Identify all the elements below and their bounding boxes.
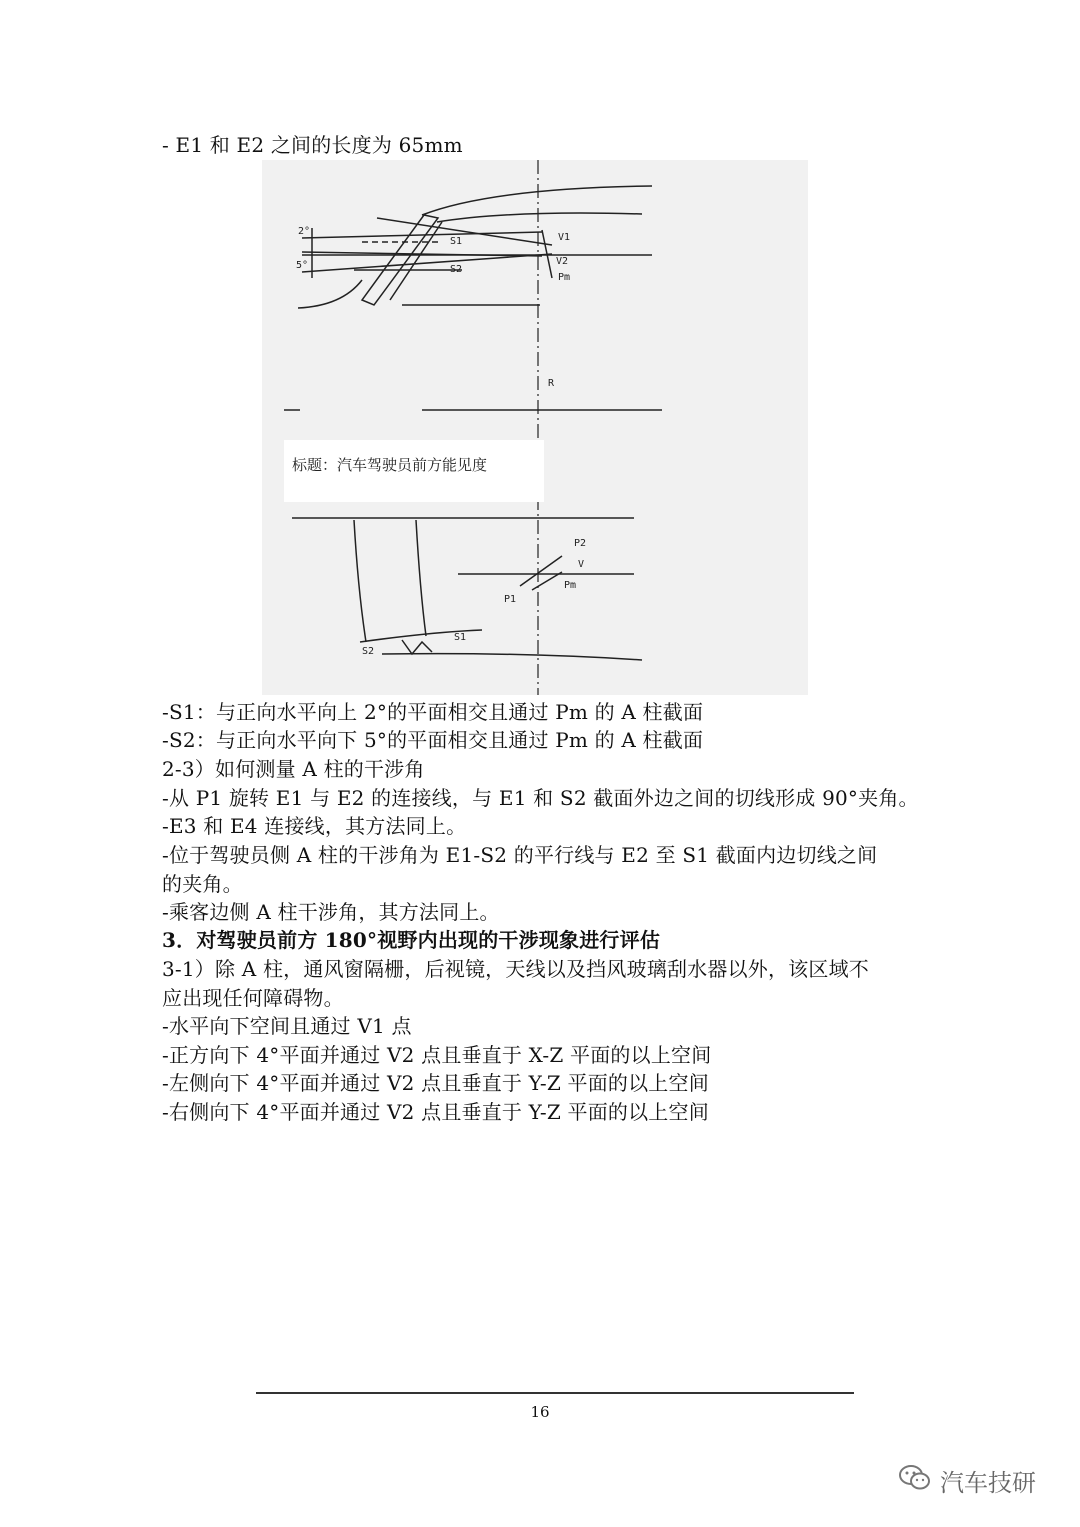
a-pillar-section [362,215,438,305]
text-line: 应出现任何障碍物。 [162,986,344,1010]
label-r: R [548,378,555,389]
label-p2: P2 [574,538,587,549]
label-s1: S1 [450,236,463,247]
text-line: -水平向下空间且通过 V1 点 [162,1014,412,1038]
label-s2-bottom: S2 [362,646,375,657]
figure-caption: 标题：汽车驾驶员前方能见度 [292,456,488,474]
text-line: -从 P1 旋转 E1 与 E2 的连接线，与 E1 和 S2 截面外边之间的切线形成 90°夹角。 [162,786,919,810]
text-line: -E3 和 E4 连接线，其方法同上。 [162,814,467,838]
a-pillar-inner-edge [390,222,442,300]
label-s1-bottom: S1 [454,632,467,643]
text-line: -右侧向下 4°平面并通过 V2 点且垂直于 Y-Z 平面的以上空间 [162,1100,709,1124]
wiper-hatch [402,640,432,654]
sight-line-upper [377,218,552,245]
label-p1: P1 [504,594,517,605]
watermark [898,1462,1036,1498]
page-number: 16 [530,1403,550,1421]
section-heading: 3．对驾驶员前方 180°视野内出现的干涉现象进行评估 [162,928,661,952]
label-2deg: 2° [298,226,311,237]
footer-rule [256,1392,854,1394]
label-v1: V1 [558,232,571,243]
a-pillar-visibility-diagram [262,160,808,695]
p-point-line [520,556,562,586]
roof-inner-line [437,213,642,222]
label-v2: V2 [556,256,569,267]
text-line: 的夹角。 [162,872,243,896]
pillar-right-edge [416,520,426,636]
text-line: -位于驾驶员侧 A 柱的干涉角为 E1-S2 的平行线与 E2 至 S1 截面内边切线之间 [162,843,878,867]
text-line: -乘客边侧 A 柱干涉角，其方法同上。 [162,900,500,924]
label-pm: Pm [558,272,571,283]
text-line: -正方向下 4°平面并通过 V2 点且垂直于 X-Z 平面的以上空间 [162,1043,712,1067]
s2-bottom-curve [382,654,642,660]
watermark-text: 汽车技研 [940,1468,1036,1497]
text-line: -S2：与正向水平向下 5°的平面相交且通过 Pm 的 A 柱截面 [162,728,704,752]
label-pm-bottom: Pm [564,580,577,591]
intro-line: - E1 和 E2 之间的长度为 65mm [162,133,463,157]
text-line: 3-1）除 A 柱，通风窗隔栅，后视镜，天线以及挡风玻璃刮水器以外，该区域不 [162,957,869,981]
text-line: -S1：与正向水平向上 2°的平面相交且通过 Pm 的 A 柱截面 [162,700,704,724]
label-5deg: 5° [296,260,309,271]
dashboard-contour [298,280,362,308]
roof-outer-line [422,186,652,215]
label-s2: S2 [450,264,463,275]
pillar-left-edge [354,520,366,642]
diagram-svg [262,160,808,695]
wechat-icon [898,1463,932,1497]
text-line: 2-3）如何测量 A 柱的干涉角 [162,757,425,781]
label-v: V [578,559,585,570]
sight-line-2deg [302,232,542,238]
text-line: -左侧向下 4°平面并通过 V2 点且垂直于 Y-Z 平面的以上空间 [162,1071,709,1095]
